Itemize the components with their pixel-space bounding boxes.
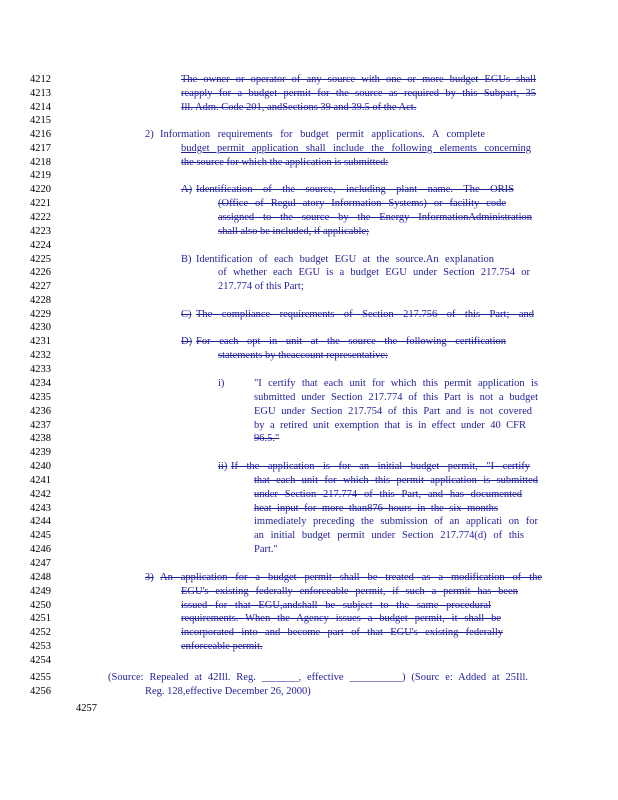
line-number: 4228 — [30, 295, 51, 306]
text-line: immediately preceding the submission of an applicati on for — [254, 516, 538, 527]
trailing-line-number: 4257 — [76, 703, 97, 714]
line-number: 4252 — [30, 627, 51, 638]
line-number: 4225 — [30, 254, 51, 265]
line-number: 4249 — [30, 586, 51, 597]
text-line: enforceable permit. — [181, 641, 263, 652]
line-number: 4242 — [30, 489, 51, 500]
text-line: requirements. When the Agency issues a budget permit, it shall be — [181, 613, 501, 624]
line-number: 4256 — [30, 686, 51, 697]
text-line: If the application is for an initial budget permit, "I certify — [231, 461, 530, 472]
line-number: 4213 — [30, 88, 51, 99]
text-line: the source for which the application is submitted: — [181, 157, 389, 168]
text-line: An application for a budget permit shall be treated as a modification of the — [160, 572, 542, 583]
text-line: an initial budget permit under Section 217.774(d) of this — [254, 530, 524, 541]
line-number: 4212 — [30, 74, 51, 85]
source-note: Reg. 128,effective December 26, 2000) — [145, 686, 311, 697]
text-line: Information requirements for budget permit applications. A complete — [160, 129, 485, 140]
line-number: 4219 — [30, 170, 51, 181]
line-number: 4254 — [30, 655, 51, 666]
text-line: The owner or operator of any source with one or more budget EGUs shall — [181, 74, 536, 85]
text-line: For each opt in unit at the source the following certification — [196, 336, 506, 347]
line-number: 4255 — [30, 672, 51, 683]
list-marker: A) — [181, 184, 193, 195]
line-number: 4232 — [30, 350, 51, 361]
line-number: 4239 — [30, 447, 51, 458]
text-line: (Office of Regul atory Information Systems) or facility code — [218, 198, 506, 209]
text-line: heat input for more than876 hours in the six months — [254, 503, 498, 514]
line-number: 4245 — [30, 530, 51, 541]
text-line: "I certify that each unit for which this permit application is — [254, 378, 538, 389]
line-number: 4237 — [30, 420, 51, 431]
text-line: EGU under Section 217.754 of this Part and is not covered — [254, 406, 532, 417]
line-number: 4247 — [30, 558, 51, 569]
line-number: 4236 — [30, 406, 51, 417]
line-number: 4251 — [30, 613, 51, 624]
line-number: 4240 — [30, 461, 51, 472]
text-line: 96.5." — [254, 433, 280, 444]
line-number: 4229 — [30, 309, 51, 320]
line-number: 4231 — [30, 336, 51, 347]
line-number: 4220 — [30, 184, 51, 195]
text-line: Part." — [254, 544, 278, 555]
text-line: that each unit for which this permit application is submitted — [254, 475, 538, 486]
line-number: 4241 — [30, 475, 51, 486]
line-number: 4217 — [30, 143, 51, 154]
text-line: Identification of each budget EGU at the source.An explanation — [196, 254, 494, 265]
list-marker: D) — [181, 336, 193, 347]
line-number: 4224 — [30, 240, 51, 251]
list-marker: i) — [218, 378, 225, 389]
line-number: 4218 — [30, 157, 51, 168]
text-line: incorporated into and become part of that EGU's existing federally — [181, 627, 503, 638]
text-line: 217.774 of this Part; — [218, 281, 304, 292]
text-line: shall also be included, if applicable; — [218, 226, 370, 237]
text-line: budget permit application shall include the following elements concerning — [181, 143, 531, 154]
text-line: statements by theaccount representative: — [218, 350, 388, 361]
source-note: (Source: Repealed at 42Ill. Reg. _______, effective __________) (Sourc e: Added at 25Ill. — [108, 672, 528, 683]
text-line: The compliance requirements of Section 217.756 of this Part; and — [196, 309, 534, 320]
text-line: EGU's existing federally enforceable permit, if such a permit has been — [181, 586, 518, 597]
line-number: 4230 — [30, 322, 51, 333]
line-number: 4248 — [30, 572, 51, 583]
text-line: Identification of the source, including plant name. The ORIS — [196, 184, 514, 195]
line-number: 4246 — [30, 544, 51, 555]
text-line: under Section 217.774 of this Part, and has documented — [254, 489, 522, 500]
line-number: 4244 — [30, 516, 51, 527]
text-line: of whether each EGU is a budget EGU under Section 217.754 or — [218, 267, 530, 278]
line-number: 4243 — [30, 503, 51, 514]
list-marker: ii) — [218, 461, 228, 472]
line-number: 4253 — [30, 641, 51, 652]
text-line: assigned to the source by the Energy InformationAdministration — [218, 212, 532, 223]
line-number: 4233 — [30, 364, 51, 375]
list-marker: B) — [181, 254, 192, 265]
text-line: by a retired unit exemption that is in effect under 40 CFR — [254, 420, 526, 431]
line-number: 4234 — [30, 378, 51, 389]
line-number: 4221 — [30, 198, 51, 209]
line-number: 4216 — [30, 129, 51, 140]
line-number: 4214 — [30, 102, 51, 113]
text-line: issued for that EGU,andshall be subject to the same procedural — [181, 600, 491, 611]
line-number: 4222 — [30, 212, 51, 223]
list-marker: C) — [181, 309, 192, 320]
line-number: 4235 — [30, 392, 51, 403]
line-number: 4223 — [30, 226, 51, 237]
line-number: 4227 — [30, 281, 51, 292]
line-number: 4250 — [30, 600, 51, 611]
line-number: 4226 — [30, 267, 51, 278]
text-line: submitted under Section 217.774 of this Part is not a budget — [254, 392, 538, 403]
text-line: Ill. Adm. Code 201, andSections 39 and 39.5 of the Act. — [181, 102, 417, 113]
list-marker: 3) — [145, 572, 154, 583]
text-line: reapply for a budget permit for the source as required by this Subpart, 35 — [181, 88, 536, 99]
list-marker: 2) — [145, 129, 154, 140]
line-number: 4215 — [30, 115, 51, 126]
line-number: 4238 — [30, 433, 51, 444]
